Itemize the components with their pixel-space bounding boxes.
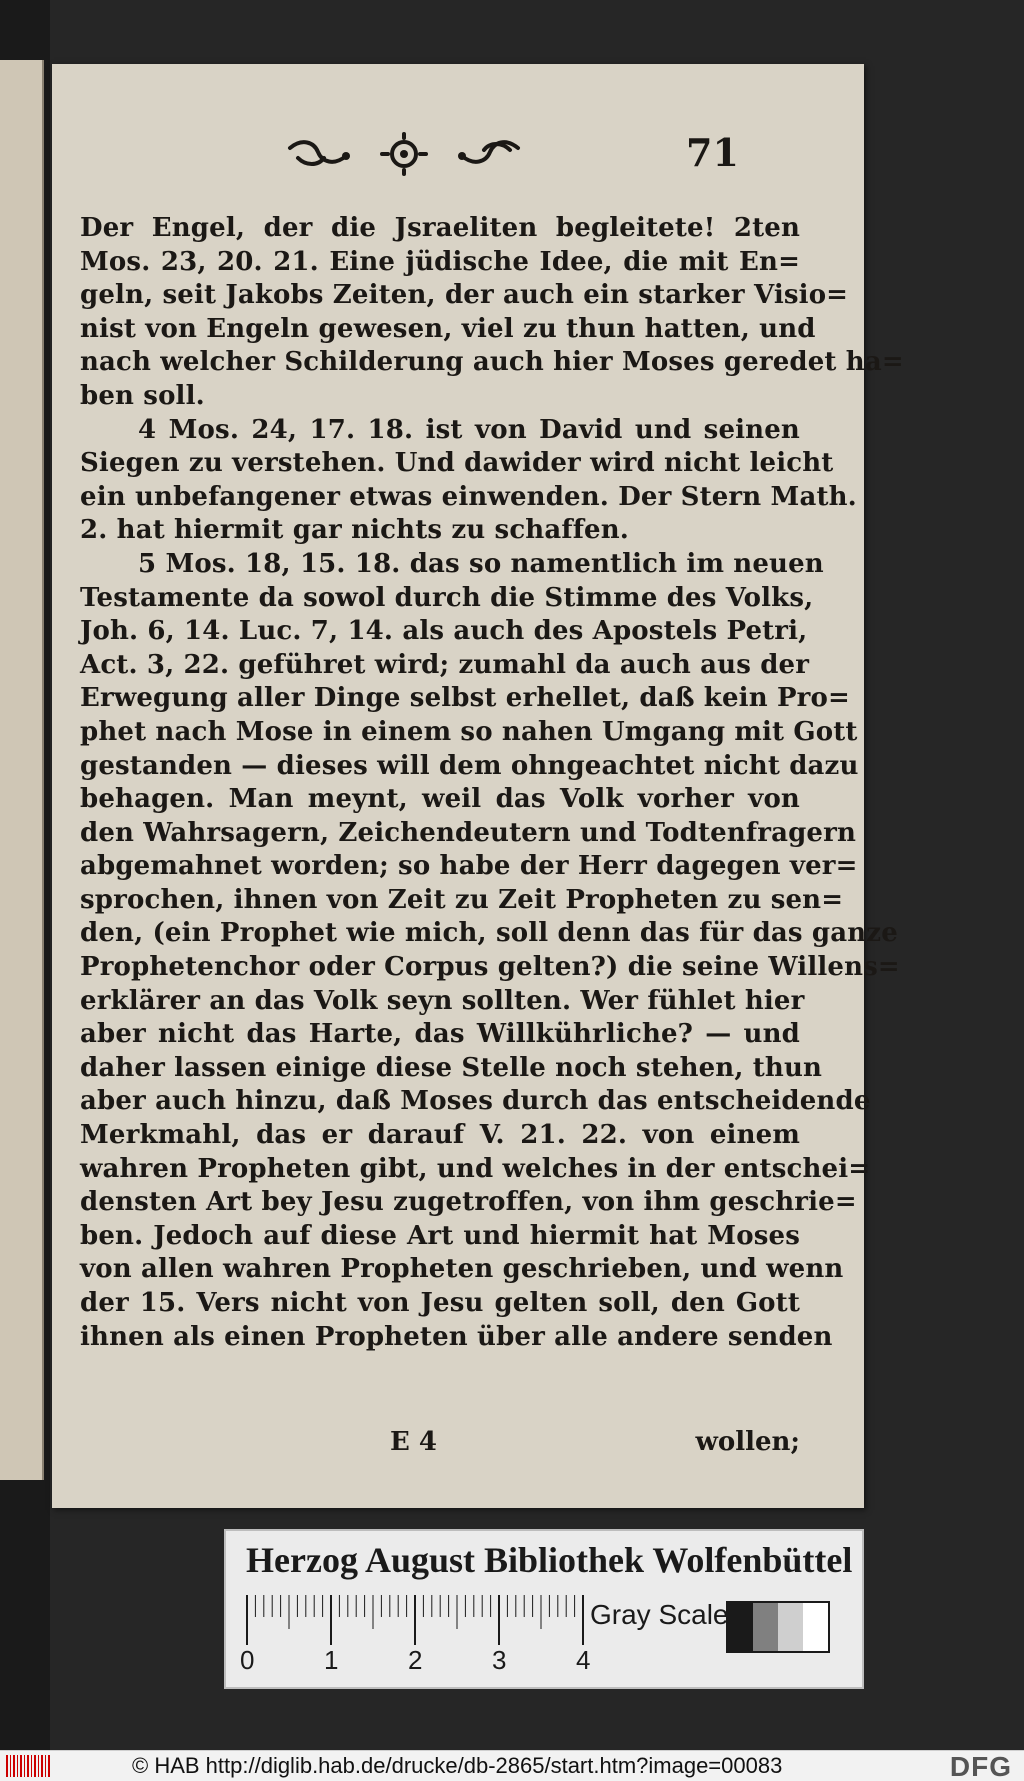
text-line: 5 Mos. 18, 15. 18. das so namentlich im neuen xyxy=(138,548,824,579)
text-line: phet nach Mose in einem so nahen Umgang mit Gott xyxy=(80,716,858,747)
grayscale-patch xyxy=(803,1603,828,1651)
text-line: ben. Jedoch auf diese Art und hiermit hat Moses xyxy=(80,1220,800,1251)
text-line: 2. hat hiermit gar nichts zu schaffen. xyxy=(80,515,629,546)
grayscale-swatch xyxy=(726,1601,830,1653)
text-line: Erwegung aller Dinge selbst erhellet, daß kein Pro= xyxy=(80,683,850,714)
text-line: gestanden — dieses will dem ohngeachtet nicht dazu xyxy=(80,750,859,781)
text-line: aber nicht das Harte, das Willkührliche? — und xyxy=(80,1019,800,1050)
adjacent-page-edge xyxy=(0,60,44,1480)
text-line: nist von Engeln gewesen, viel zu thun hatten, und xyxy=(80,313,816,344)
ruler-label: 3 xyxy=(492,1645,507,1675)
text-line: aber auch hinzu, daß Moses durch das entscheidende xyxy=(80,1086,871,1117)
text-line: Mos. 23, 20. 21. Eine jüdische Idee, die mit En= xyxy=(80,246,800,277)
text-line: Prophetenchor oder Corpus gelten?) die seine Willens= xyxy=(80,952,900,983)
text-line: geln, seit Jakobs Zeiten, der auch ein starker Visio= xyxy=(80,280,849,311)
text-line: abgemahnet worden; so habe der Herr dagegen ver= xyxy=(80,851,858,882)
grayscale-patch xyxy=(778,1603,803,1651)
text-line: Act. 3, 22. geführet wird; zumahl da auch aus der xyxy=(80,649,810,680)
copyright-link[interactable]: © HAB http://diglib.hab.de/drucke/db-2865/start.htm?image=00083 xyxy=(132,1753,783,1778)
ruler-scale xyxy=(246,1595,612,1645)
ruler-label: 4 xyxy=(576,1645,591,1675)
info-bar xyxy=(0,1750,1024,1781)
library-scale-card xyxy=(224,1529,864,1689)
text-line: nach welcher Schilderung auch hier Moses geredet ha= xyxy=(80,347,904,378)
card-title: Herzog August Bibliothek Wolfenbüttel xyxy=(246,1540,853,1580)
text-line: Joh. 6, 14. Luc. 7, 14. als auch des Apostels Petri, xyxy=(80,616,808,647)
page-footer xyxy=(80,1427,800,1461)
text-line: ihnen als einen Propheten über alle andere senden xyxy=(80,1321,833,1352)
text-line: Siegen zu verstehen. Und dawider wird nicht leicht xyxy=(80,448,834,479)
text-line: wahren Propheten gibt, und welches in der entschei= xyxy=(80,1153,871,1184)
text-line: daher lassen einige diese Stelle noch stehen, thun xyxy=(80,1052,823,1083)
text-line: von allen wahren Propheten geschrieben, und wenn xyxy=(80,1254,844,1285)
dfg-logo: DFG xyxy=(949,1751,1012,1781)
text-line: behagen. Man meynt, weil das Volk vorher von xyxy=(80,784,800,815)
ruler-label: 2 xyxy=(408,1645,423,1675)
ruler-label: 1 xyxy=(324,1645,339,1675)
grayscale-label: Gray Scale xyxy=(590,1599,729,1630)
text-line: den Wahrsagern, Zeichendeutern und Todtenfragern xyxy=(80,817,857,848)
text-line: den, (ein Prophet wie mich, soll denn das für das ganze xyxy=(80,918,898,949)
grayscale-patch xyxy=(753,1603,778,1651)
fleuron-ornament-icon xyxy=(284,132,524,176)
text-line: Der Engel, der die Jsraeliten begleitete! 2ten xyxy=(80,213,800,243)
grayscale-patch xyxy=(728,1603,753,1651)
body-text xyxy=(80,212,904,1354)
text-line: ein unbefangener etwas einwenden. Der Stern Math. xyxy=(80,481,857,512)
page-number: 71 xyxy=(686,130,739,175)
text-line: 4 Mos. 24, 17. 18. ist von David und seinen xyxy=(138,414,800,445)
barcode-icon xyxy=(6,1755,50,1777)
text-line: erklärer an das Volk seyn sollten. Wer fühlet hier xyxy=(80,985,805,1016)
text-line: densten Art bey Jesu zugetroffen, von ihm geschrie= xyxy=(80,1187,857,1218)
signature-mark: E 4 xyxy=(390,1427,437,1457)
text-line: ben soll. xyxy=(80,380,205,411)
text-line: der 15. Vers nicht von Jesu gelten soll, den Gott xyxy=(80,1288,800,1318)
text-line: Testamente da sowol durch die Stimme des Volks, xyxy=(80,582,814,613)
catchword: wollen; xyxy=(695,1427,800,1457)
book-page xyxy=(52,64,904,1508)
text-line: Merkmahl, das er darauf V. 21. 22. von einem xyxy=(80,1120,800,1151)
ruler-label: 0 xyxy=(240,1645,255,1675)
text-line: sprochen, ihnen von Zeit zu Zeit Propheten zu sen= xyxy=(80,884,844,915)
